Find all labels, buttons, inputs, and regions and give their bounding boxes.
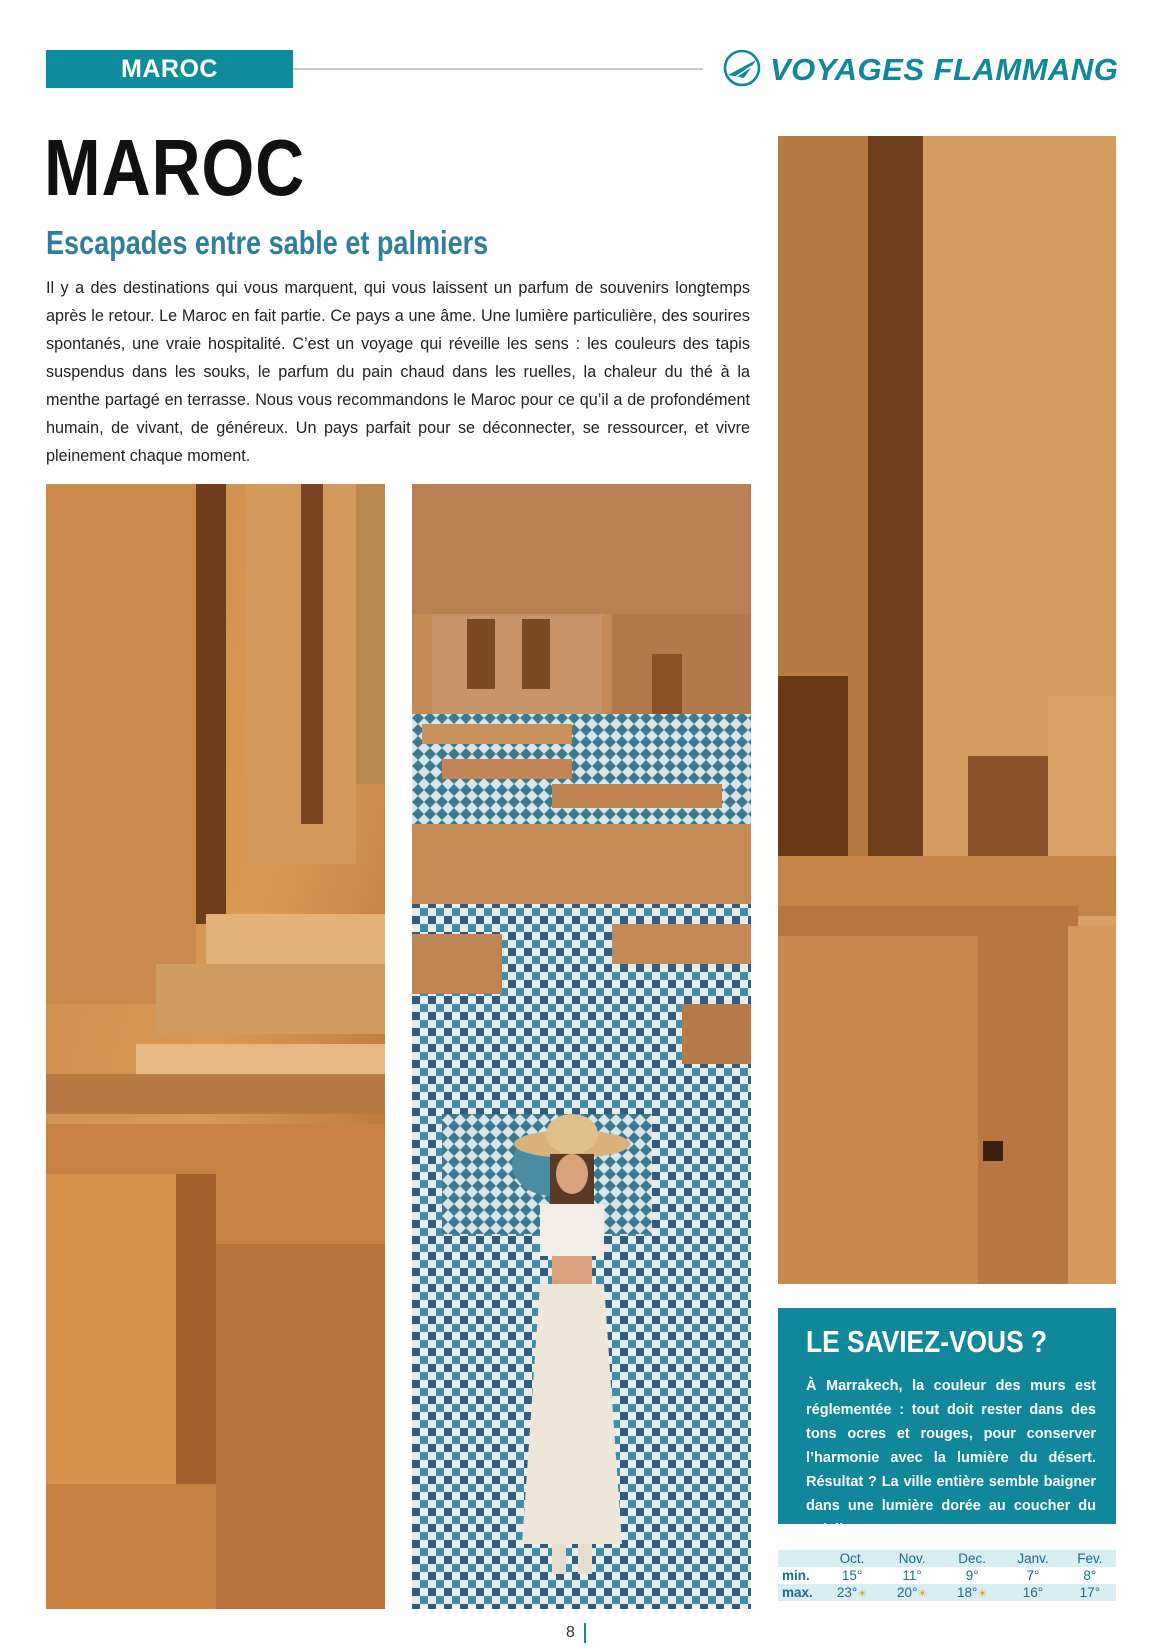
header-divider [293, 68, 703, 70]
max-temp: 20° [896, 1585, 918, 1600]
max-temp: 16° [1002, 1584, 1064, 1601]
max-temp: 18° [957, 1585, 978, 1600]
climate-table [778, 1550, 1116, 1601]
brand-name: VOYAGES FLAMMANG [770, 52, 1119, 87]
photo-woman-tiled-courtyard [412, 484, 751, 1609]
brand-logo [722, 48, 1118, 92]
month-label: Janv. [1002, 1550, 1064, 1567]
intro-paragraph: Il y a des destinations qui vous marquent, qui vous laissent un parfum de souvenirs longtemps après le retour. Le Maroc en fait partie. Ce pays a une âme. Une lumière particulière, des sourires spontanés, une vraie hospitalité. C’est un voyage qui réveille les sens : les couleurs des tapis suspendus dans les souks, le parfum du pain chaud dans les ruelles, la chaleur du thé à la menthe partagé en terrasse. Nous vous recommandons le Maroc pour ce qu’il a de profondément humain, de vivant, de généreux. Un pays parfait pour se déconnecter, se ressourcer, et vivre pleinement chaque moment. [46, 279, 750, 465]
min-temp: 15° [822, 1567, 882, 1584]
max-temp: 23° [836, 1585, 858, 1600]
max-row-label: max. [778, 1584, 822, 1601]
max-temp: 17° [1064, 1584, 1116, 1601]
month-label: Oct. [822, 1550, 882, 1567]
page-subtitle: Escapades entre sable et palmiers [46, 224, 489, 261]
min-row-label: min. [778, 1567, 822, 1584]
did-you-know-title: LE SAVIEZ-VOUS ? [806, 1324, 1048, 1359]
page-number: 8 [566, 1624, 575, 1641]
did-you-know-box [778, 1308, 1116, 1538]
page-title: MAROC [44, 123, 306, 212]
month-label: Nov. [882, 1550, 942, 1567]
month-label: Fev. [1064, 1550, 1116, 1567]
month-label: Dec. [942, 1550, 1002, 1567]
sun-icon: ☀ [857, 1588, 868, 1600]
page-number-divider [584, 1623, 586, 1643]
min-temp: 7° [1002, 1567, 1064, 1584]
section-tag: MAROC [46, 50, 293, 88]
min-temp: 11° [882, 1567, 942, 1584]
min-temp: 8° [1064, 1567, 1116, 1584]
plane-logo-icon [722, 48, 762, 93]
photo-tall-wall [778, 136, 1116, 1284]
min-temp: 9° [942, 1567, 1002, 1584]
photo-palace-walls [46, 484, 385, 1609]
sun-icon: ☀ [977, 1588, 988, 1600]
did-you-know-text: À Marrakech, la couleur des murs est réglementée : tout doit rester dans des tons ocres et rouges, pour conserver l’harmonie avec la lumière du désert. Résultat ? La ville entière semble baigner dans une lumière dorée au coucher du soleil. [806, 1378, 1096, 1538]
sun-icon: ☀ [917, 1588, 928, 1600]
